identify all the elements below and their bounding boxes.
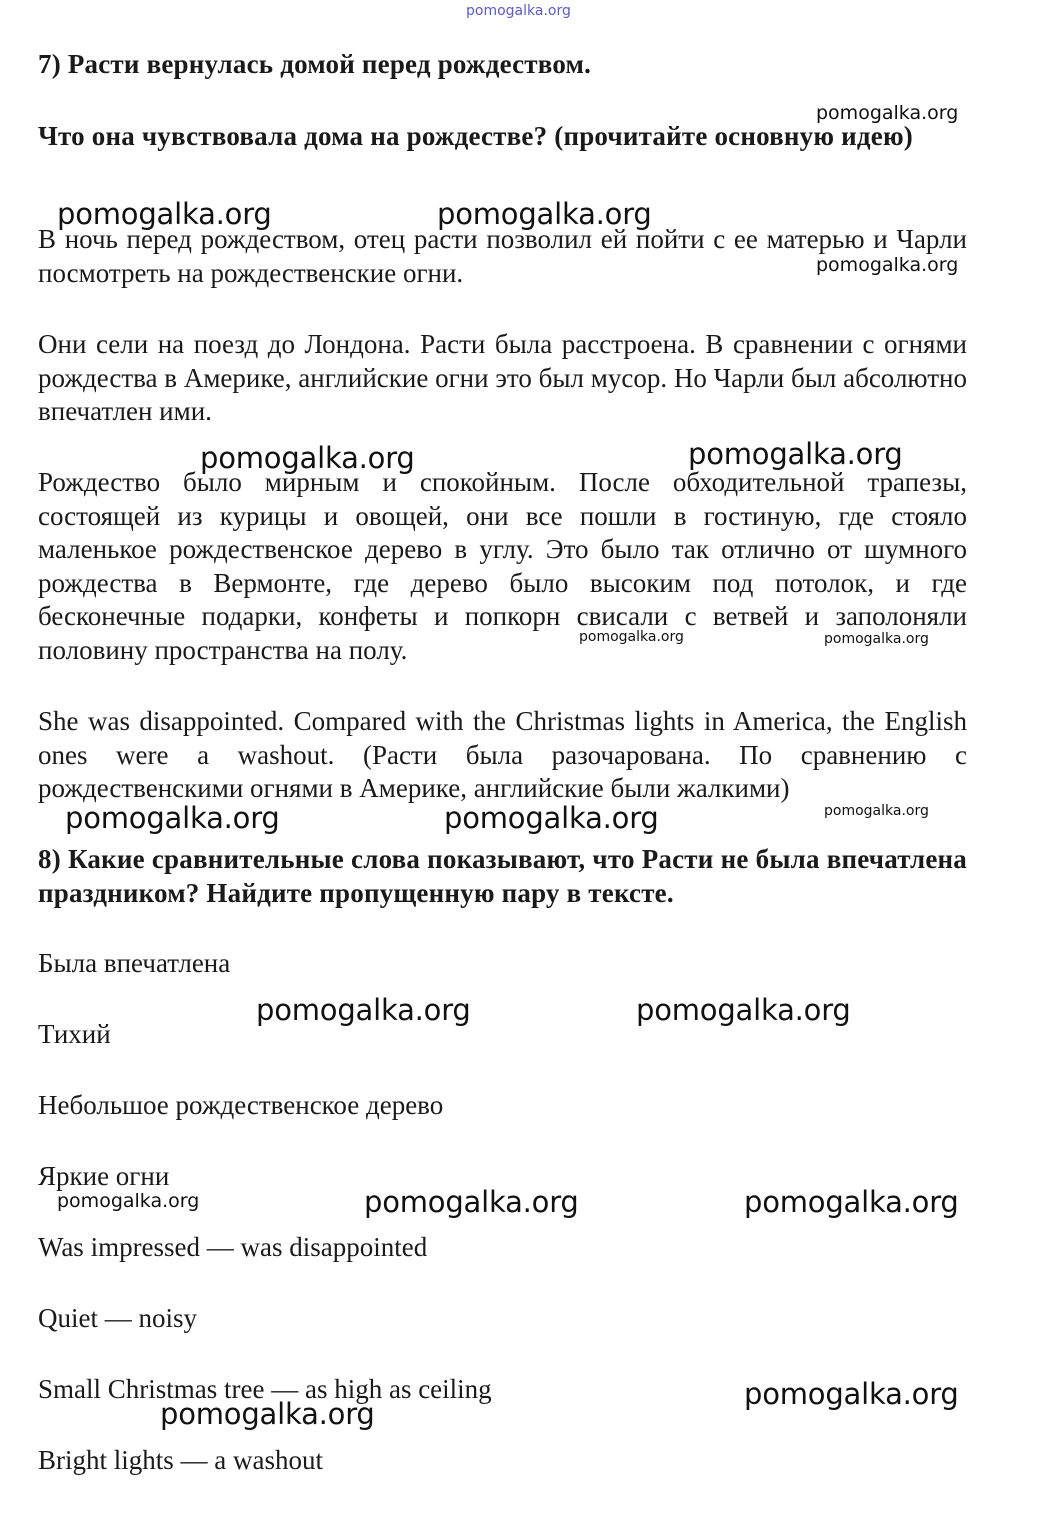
watermark: pomogalka.org <box>824 631 929 647</box>
watermark: pomogalka.org <box>364 1185 579 1219</box>
paragraph-4: She was disappointed. Compared with the Christmas lights in America, the English ones were a washout. (Расти была разочарована. По сравнению с рождественскими огнями в Америке, английские были жалкими) <box>38 706 967 803</box>
paragraph-2: Они сели на поезд до Лондона. Расти была расстроена. В сравнении с огнями рождества в Америке, английские огни это был мусор. Но Чарли был абсолютно впечатлен ими. <box>38 329 967 426</box>
paragraph-1: В ночь перед рождеством, отец расти позволил ей пойти с ее матерью и Чарли посмотреть на рождественские огни. <box>38 224 967 288</box>
watermark: pomogalka.org <box>824 803 929 819</box>
answer-item: Была впечатлена <box>38 948 231 978</box>
answer-item: Quiet — noisy <box>38 1303 197 1333</box>
watermark: pomogalka.org <box>579 629 684 645</box>
answer-item: Was impressed — was disappointed <box>38 1232 428 1262</box>
answer-item: Small Christmas tree — as high as ceiling <box>38 1374 492 1404</box>
watermark: pomogalka.org <box>636 993 851 1027</box>
paragraph-3: Рождество было мирным и спокойным. После обходительной трапезы, состоящей из курицы и овощей, они все пошли в гостиную, где стояло маленькое рождественское дерево в углу. Это было так отлично от шумного рождества в Вермонте, где дерево было высоким под потолок, и где бесконечные подарки, конфеты и попкорн свисали с ветвей и заполоняли половину пространства на полу. <box>38 467 967 665</box>
answer-item: Bright lights — a washout <box>38 1445 323 1475</box>
answer-item: Тихий <box>38 1019 111 1049</box>
watermark: pomogalka.org <box>57 197 272 231</box>
watermark: pomogalka.org <box>256 993 471 1027</box>
section8-question: 8) Какие сравнительные слова показывают, что Расти не была впечатлена праздником? Найдите пропущенную пару в тексте. <box>38 844 967 908</box>
watermark: pomogalka.org <box>200 441 415 475</box>
watermark: pomogalka.org <box>688 437 903 471</box>
watermark: pomogalka.org <box>437 197 652 231</box>
watermark: pomogalka.org <box>444 801 659 835</box>
watermark: pomogalka.org <box>160 1397 375 1431</box>
watermark: pomogalka.org <box>744 1377 959 1411</box>
section7-heading: 7) Расти вернулась домой перед рождеством. <box>38 49 592 79</box>
watermark: pomogalka.org <box>65 801 280 835</box>
watermark: pomogalka.org <box>744 1185 959 1219</box>
watermark: pomogalka.org <box>816 102 959 124</box>
answer-item: Небольшое рождественское дерево <box>38 1090 444 1120</box>
section7-question: Что она чувствовала дома на рождестве? (прочитайте основную идею) <box>38 121 913 151</box>
answer-item: Яркие огни <box>38 1161 170 1191</box>
header-site-label: pomogalka.org <box>466 3 571 19</box>
watermark: pomogalka.org <box>816 254 959 276</box>
watermark: pomogalka.org <box>57 1190 200 1212</box>
